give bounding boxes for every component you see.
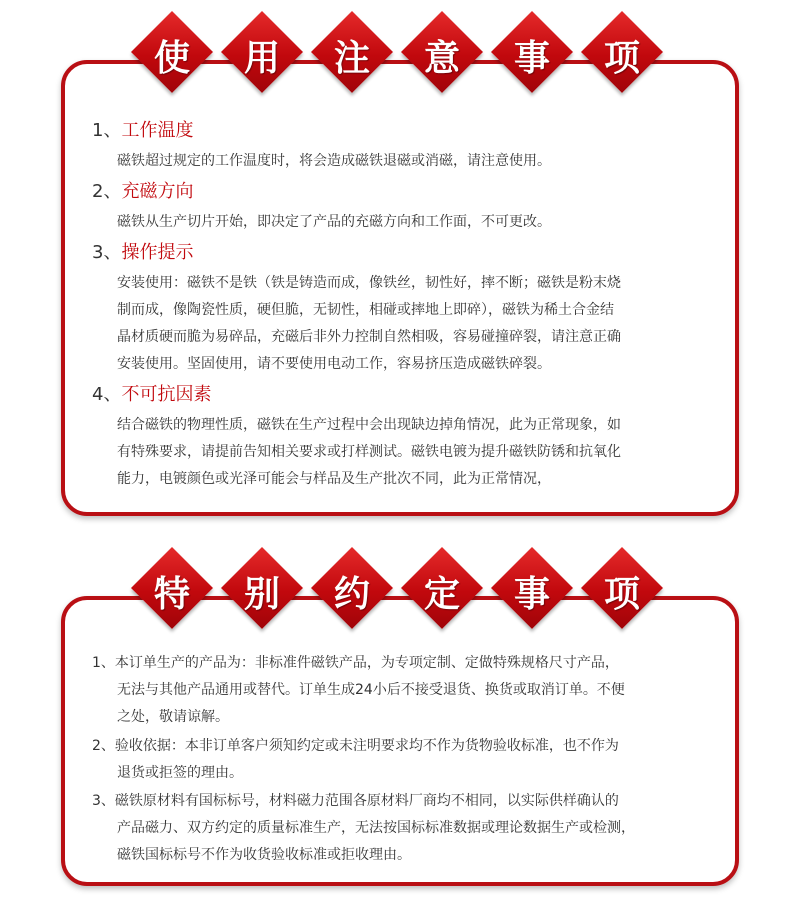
title-diamond xyxy=(489,544,575,644)
title-char: 事 xyxy=(513,574,550,615)
body-line: 结合磁铁的物理性质，磁铁在生产过程中会出现缺边掉角情况，此为正常现象，如 xyxy=(117,417,621,433)
title-char: 约 xyxy=(333,574,370,615)
agreement-line: 磁铁国标标号不作为收货验收标准或拒收理由。 xyxy=(117,847,411,863)
body-line: 安装使用：磁铁不是铁（铁是铸造而成，像铁丝，韧性好，摔不断；磁铁是粉末烧 xyxy=(117,275,621,291)
title-char: 使 xyxy=(153,38,190,79)
item-number: 3、 xyxy=(92,242,122,263)
body-line: 有特殊要求，请提前告知相关要求或打样测试。磁铁电镀为提升磁铁防锈和抗氧化 xyxy=(117,444,621,460)
item-4-body xyxy=(117,412,717,493)
title-diamond xyxy=(309,8,395,108)
agreement-item-2 xyxy=(92,733,732,787)
item-title: 不可抗因素 xyxy=(121,384,212,405)
title-char: 项 xyxy=(603,574,640,615)
item-2-heading xyxy=(92,180,193,204)
usage-notes-banner xyxy=(0,8,800,108)
item-3-body xyxy=(117,270,717,378)
agreement-line: 3、磁铁原材料有国标标号，材料磁力范围各原材料厂商均不相同，以实际供样确认的 xyxy=(92,793,619,809)
agreement-item-3 xyxy=(92,788,732,869)
title-diamond xyxy=(309,544,395,644)
title-diamond xyxy=(219,544,305,644)
title-diamond xyxy=(489,8,575,108)
title-char: 用 xyxy=(243,38,280,79)
title-diamond xyxy=(399,544,485,644)
title-char: 别 xyxy=(243,574,280,615)
title-diamond xyxy=(129,8,215,108)
agreement-line: 产品磁力、双方约定的质量标准生产，无法按国标标准数据或理论数据生产或检测， xyxy=(117,820,635,836)
item-1-heading xyxy=(92,119,193,143)
body-line: 磁铁超过规定的工作温度时，将会造成磁铁退磁或消磁，请注意使用。 xyxy=(117,153,551,169)
title-char: 事 xyxy=(513,38,550,79)
item-4-heading xyxy=(92,383,211,407)
title-char: 项 xyxy=(603,38,640,79)
body-line: 磁铁从生产切片开始，即决定了产品的充磁方向和工作面，不可更改。 xyxy=(117,214,551,230)
item-title: 工作温度 xyxy=(121,120,194,141)
title-char: 定 xyxy=(423,574,460,615)
title-diamond xyxy=(579,8,665,108)
title-diamond xyxy=(129,544,215,644)
body-line: 制而成，像陶瓷性质，硬但脆，无韧性，相碰或摔地上即碎），磁铁为稀土合金结 xyxy=(117,302,614,318)
title-char: 意 xyxy=(423,38,460,79)
title-diamond xyxy=(579,544,665,644)
agreement-line: 退货或拒签的理由。 xyxy=(117,765,243,781)
item-number: 1、 xyxy=(92,120,122,141)
agreement-line: 1、本订单生产的产品为：非标准件磁铁产品，为专项定制、定做特殊规格尺寸产品， xyxy=(92,655,619,671)
body-line: 晶材质硬而脆为易碎品，充磁后非外力控制自然相吸，容易碰撞碎裂，请注意正确 xyxy=(117,329,621,345)
body-line: 安装使用。坚固使用，请不要使用电动工作，容易挤压造成磁铁碎裂。 xyxy=(117,356,551,372)
item-title: 充磁方向 xyxy=(121,181,194,202)
agreement-line: 之处，敬请谅解。 xyxy=(117,709,229,725)
item-1-body xyxy=(117,148,717,175)
item-2-body xyxy=(117,209,717,236)
title-diamond xyxy=(219,8,305,108)
special-agreement-banner xyxy=(0,544,800,644)
title-diamond xyxy=(399,8,485,108)
item-3-heading xyxy=(92,241,193,265)
agreement-line: 无法与其他产品通用或替代。订单生成24小后不接受退货、换货或取消订单。不便 xyxy=(117,682,625,698)
body-line: 能力，电镀颜色或光泽可能会与样品及生产批次不同，此为正常情况， xyxy=(117,471,551,487)
agreement-line: 2、验收依据：本非订单客户须知约定或未注明要求均不作为货物验收标准，也不作为 xyxy=(92,738,619,754)
item-number: 2、 xyxy=(92,181,122,202)
item-title: 操作提示 xyxy=(121,242,194,263)
item-number: 4、 xyxy=(92,384,122,405)
title-char: 注 xyxy=(333,38,370,79)
title-char: 特 xyxy=(153,574,190,615)
agreement-item-1 xyxy=(92,650,732,731)
